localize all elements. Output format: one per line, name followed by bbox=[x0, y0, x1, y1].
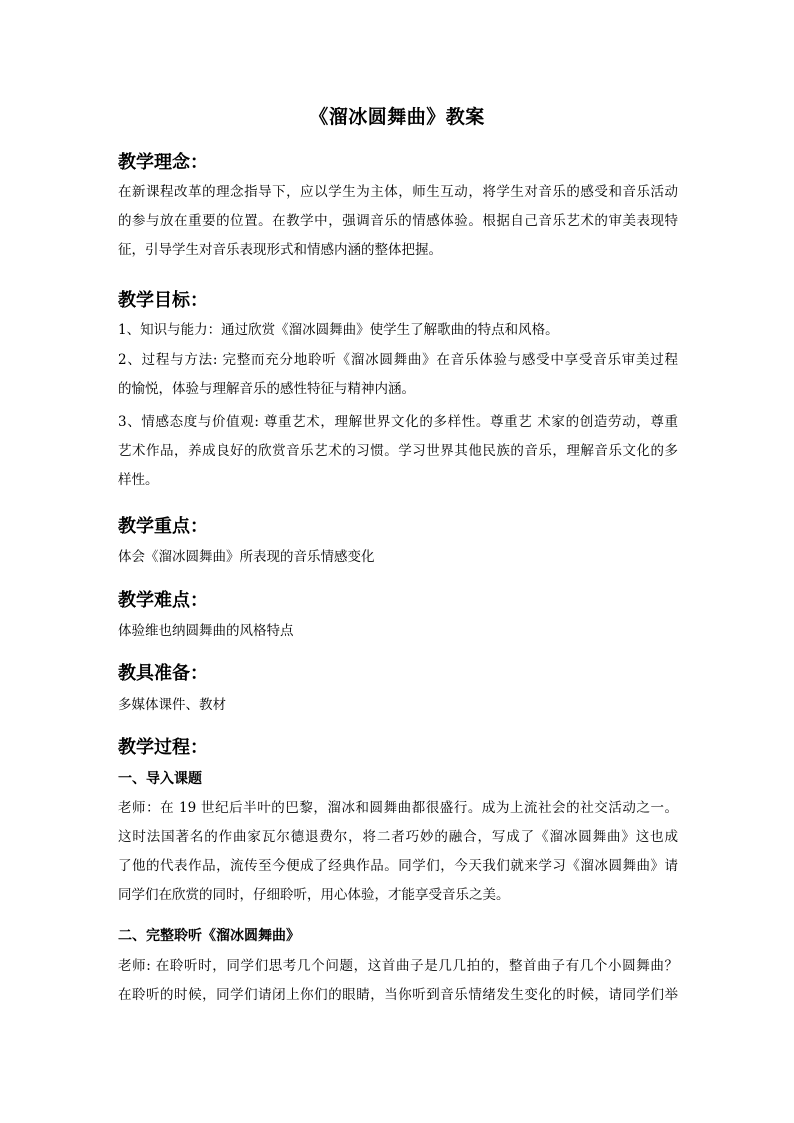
paragraph-line: 体验维也纳圆舞曲的风格特点 bbox=[118, 623, 294, 639]
paragraph-line: 多媒体课件、教材 bbox=[118, 697, 226, 713]
heading-goals: 教学目标： bbox=[118, 290, 208, 311]
paragraph-line: 征，引导学生对音乐表现形式和情感内涵的整体把握。 bbox=[118, 242, 442, 258]
paragraph-line: 老师：在 19 世纪后半叶的巴黎，溜冰和圆舞曲都很盛行。成为上流社会的社交活动之一。 bbox=[118, 800, 678, 816]
paragraph-line: 体会《溜冰圆舞曲》所表现的音乐情感变化 bbox=[118, 549, 375, 565]
heading-key-points: 教学重点： bbox=[118, 516, 208, 537]
paragraph-line: 在聆听的时候，同学们请闭上你们的眼睛，当你听到音乐情绪发生变化的时候，请同学们举 bbox=[118, 987, 678, 1003]
subheading-step-1: 一、导入课题 bbox=[118, 771, 202, 787]
goal-item-3 bbox=[118, 408, 678, 495]
paragraph-difficulties bbox=[118, 617, 678, 646]
goal-item-1 bbox=[118, 316, 678, 345]
paragraph-step-2 bbox=[118, 952, 678, 1010]
paragraph-line: 同学们在欣赏的同时，仔细聆听，用心体验，才能享受音乐之美。 bbox=[118, 887, 510, 903]
subheading-step-2: 二、完整聆听《溜冰圆舞曲》 bbox=[118, 928, 300, 944]
heading-philosophy: 教学理念： bbox=[118, 152, 208, 173]
paragraph-philosophy bbox=[118, 178, 678, 265]
paragraph-line: 样性。 bbox=[118, 472, 159, 488]
heading-difficulties: 教学难点： bbox=[118, 590, 208, 611]
paragraph-key-points bbox=[118, 543, 678, 572]
paragraph-line: 的愉悦，体验与理解音乐的感性特征与精神内涵。 bbox=[118, 381, 415, 397]
paragraph-line: 了他的代表作品，流传至今便成了经典作品。同学们，今天我们就来学习《溜冰圆舞曲》请 bbox=[118, 858, 678, 874]
goal-item-2 bbox=[118, 346, 678, 404]
paragraph-materials bbox=[118, 691, 678, 720]
paragraph-line: 这时法国著名的作曲家瓦尔德退费尔，将二者巧妙的融合，写成了《溜冰圆舞曲》这也成 bbox=[118, 829, 678, 845]
paragraph-line: 老师: 在聆听时，同学们思考几个问题，这首曲子是几几拍的，整首曲子有几个小圆舞曲？ bbox=[118, 958, 678, 974]
paragraph-line: 艺术作品，养成良好的欣赏音乐艺术的习惯。学习世界其他民族的音乐，理解音乐文化的多 bbox=[118, 443, 678, 459]
heading-materials: 教具准备： bbox=[118, 663, 208, 684]
heading-process: 教学过程： bbox=[118, 737, 208, 758]
document-title: 《溜冰圆舞曲》教案 bbox=[309, 106, 485, 128]
paragraph-step-1 bbox=[118, 794, 678, 910]
paragraph-line: 在新课程改革的理念指导下，应以学生为主体，师生互动，将学生对音乐的感受和音乐活动 bbox=[118, 184, 678, 200]
paragraph-line: 3、情感态度与价值观: 尊重艺术，理解世界文化的多样性。尊重艺 术家的创造劳动，尊重 bbox=[118, 414, 678, 430]
paragraph-line: 1、知识与能力：通过欣赏《溜冰圆舞曲》使学生了解歌曲的特点和风格。 bbox=[118, 322, 559, 338]
paragraph-line: 2、过程与方法: 完整而充分地聆听《溜冰圆舞曲》在音乐体验与感受中享受音乐审美过程 bbox=[118, 352, 678, 368]
paragraph-line: 的参与放在重要的位置。在教学中，强调音乐的情感体验。根据自己音乐艺术的审美表现特 bbox=[118, 213, 678, 229]
